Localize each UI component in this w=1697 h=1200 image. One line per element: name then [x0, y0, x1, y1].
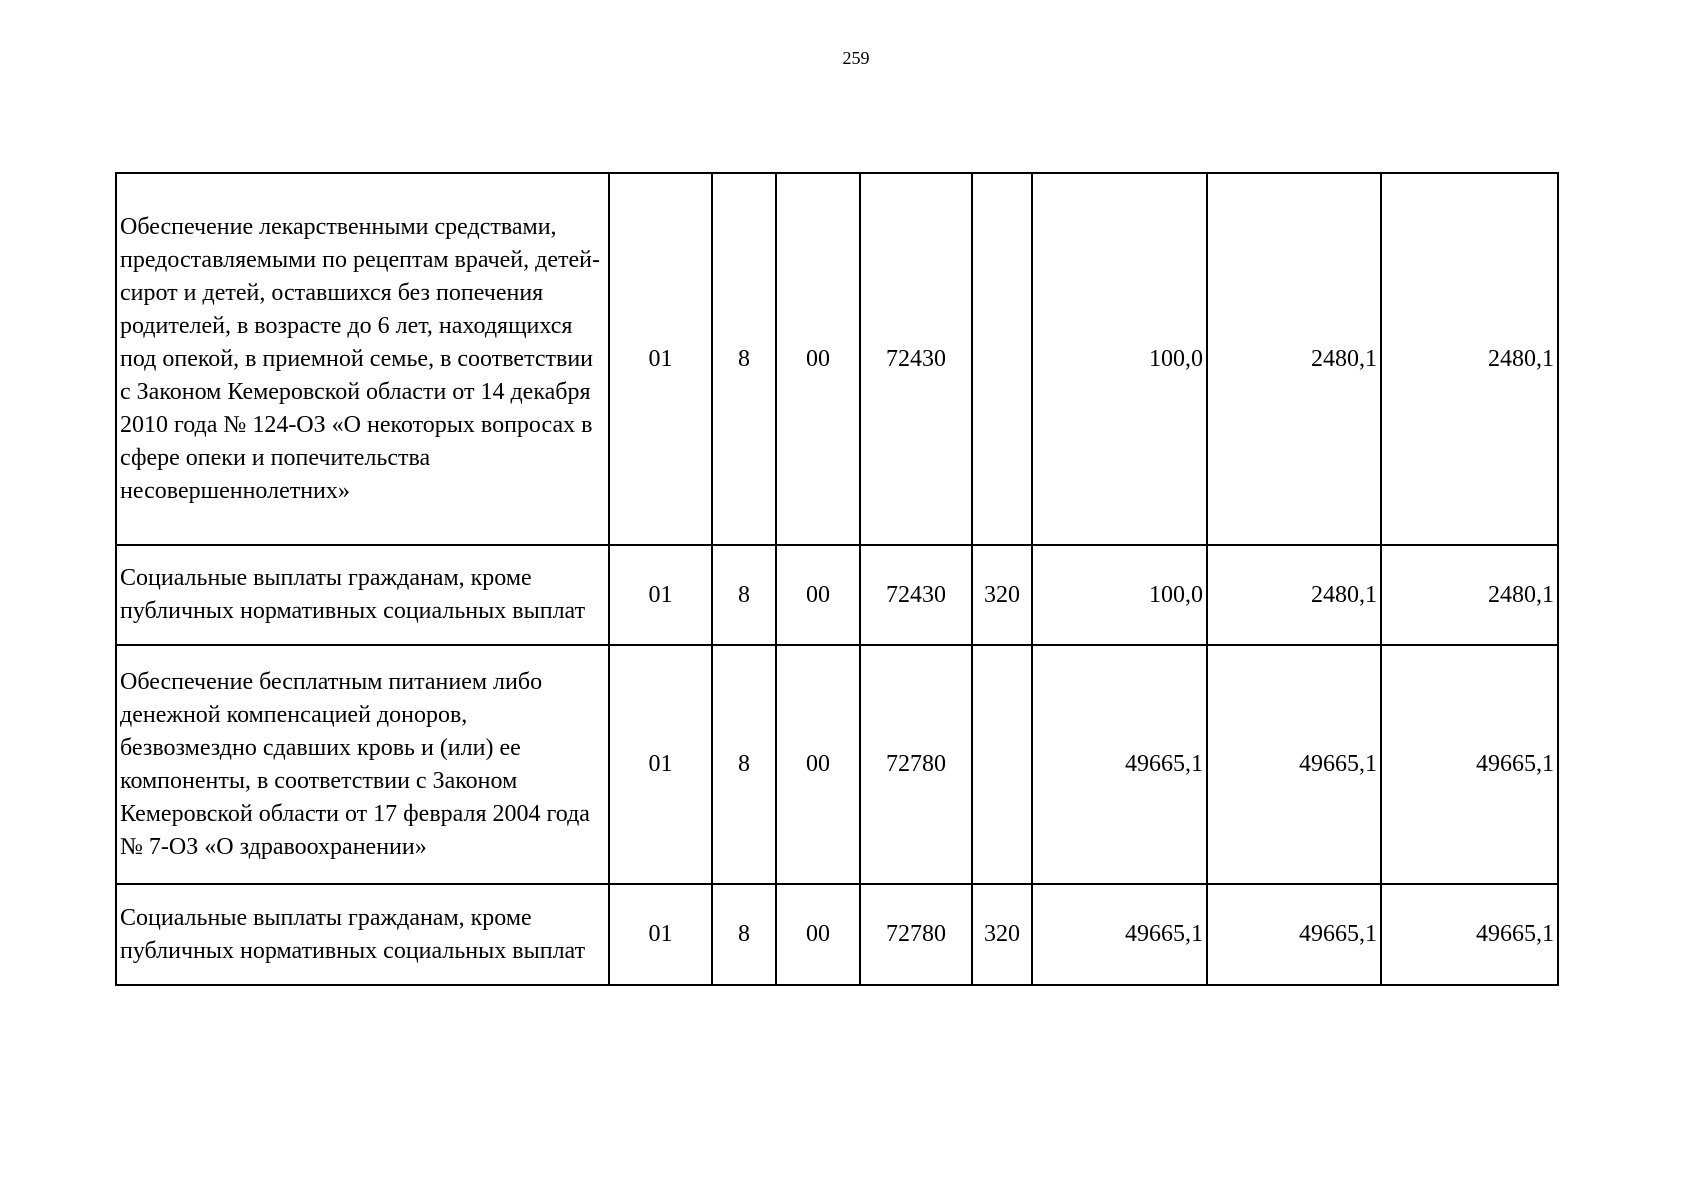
row-name-cell: Социальные выплаты гражданам, кроме публичных нормативных социальных выплат	[116, 884, 609, 985]
table-row	[116, 884, 1558, 985]
expense-type-cell: 320	[972, 545, 1032, 645]
subprogram-cell: 8	[712, 545, 776, 645]
expense-type-cell	[972, 173, 1032, 545]
program-cell: 01	[609, 545, 712, 645]
amount-3-cell: 49665,1	[1381, 645, 1558, 884]
budget-table	[115, 172, 1559, 986]
expense-code-cell: 72780	[860, 884, 972, 985]
amount-1-cell: 49665,1	[1032, 645, 1207, 884]
amount-3-cell: 49665,1	[1381, 884, 1558, 985]
amount-2-cell: 2480,1	[1207, 545, 1381, 645]
direction-cell: 00	[776, 173, 860, 545]
row-name-cell: Обеспечение бесплатным питанием либо денежной компенсацией доноров, безвозмездно сдавших кровь и (или) ее компоненты, в соответствии с Законом Кемеровской области от 17 февраля 2004 года № 7-ОЗ «О здравоохранении»	[116, 645, 609, 884]
row-name-cell: Обеспечение лекарственными средствами, предоставляемыми по рецептам врачей, детей-сирот и детей, оставшихся без попечения родителей, в возрасте до 6 лет, находящихся под опекой, в приемной семье, в соответствии с Законом Кемеровской области от 14 декабря 2010 года № 124-ОЗ «О некоторых вопросах в сфере опеки и попечительства несовершеннолетних»	[116, 173, 609, 545]
expense-code-cell: 72780	[860, 645, 972, 884]
program-cell: 01	[609, 173, 712, 545]
expense-type-cell: 320	[972, 884, 1032, 985]
amount-1-cell: 100,0	[1032, 545, 1207, 645]
amount-2-cell: 2480,1	[1207, 173, 1381, 545]
amount-2-cell: 49665,1	[1207, 645, 1381, 884]
amount-2-cell: 49665,1	[1207, 884, 1381, 985]
expense-code-cell: 72430	[860, 173, 972, 545]
amount-3-cell: 2480,1	[1381, 173, 1558, 545]
direction-cell: 00	[776, 884, 860, 985]
subprogram-cell: 8	[712, 173, 776, 545]
program-cell: 01	[609, 645, 712, 884]
page-number: 259	[842, 48, 870, 68]
expense-code-cell: 72430	[860, 545, 972, 645]
row-name-cell: Социальные выплаты гражданам, кроме публичных нормативных социальных выплат	[116, 545, 609, 645]
subprogram-cell: 8	[712, 645, 776, 884]
amount-1-cell: 100,0	[1032, 173, 1207, 545]
subprogram-cell: 8	[712, 884, 776, 985]
amount-1-cell: 49665,1	[1032, 884, 1207, 985]
direction-cell: 00	[776, 645, 860, 884]
table-row	[116, 545, 1558, 645]
table-row	[116, 173, 1558, 545]
direction-cell: 00	[776, 545, 860, 645]
table-row	[116, 645, 1558, 884]
program-cell: 01	[609, 884, 712, 985]
expense-type-cell	[972, 645, 1032, 884]
amount-3-cell: 2480,1	[1381, 545, 1558, 645]
